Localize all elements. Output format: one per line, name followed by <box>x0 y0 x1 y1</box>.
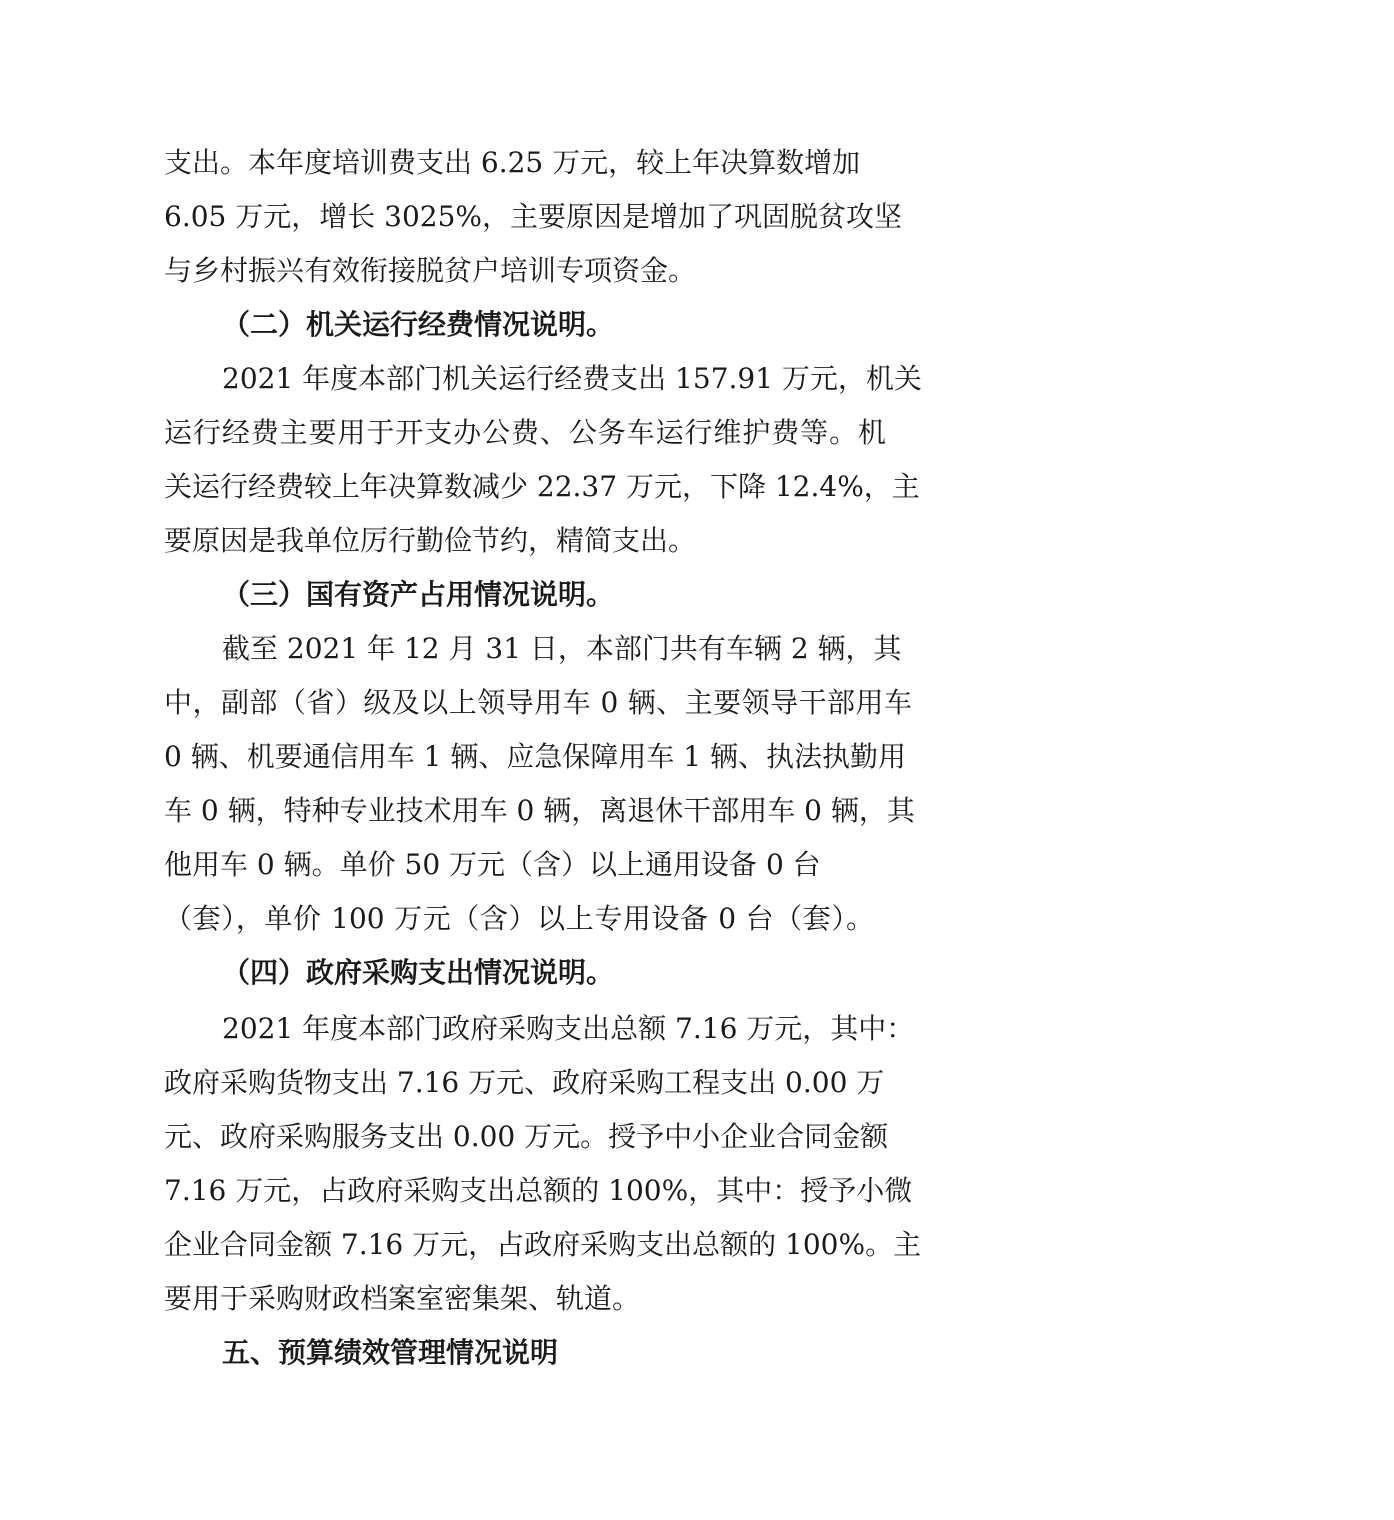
section-heading-4: （四）政府采购支出情况说明。 <box>222 956 615 989</box>
paragraph-line: 与乡村振兴有效衔接脱贫户培训专项资金。 <box>164 254 697 287</box>
paragraph-line: 元、政府采购服务支出 0.00 万元。授予中小企业合同金额 <box>164 1120 889 1153</box>
section-heading-3: （三）国有资产占用情况说明。 <box>222 578 615 611</box>
paragraph-line: 车 0 辆，特种专业技术用车 0 辆，离退休干部用车 0 辆，其 <box>164 794 915 827</box>
paragraph-line: 企业合同金额 7.16 万元，占政府采购支出总额的 100%。主 <box>164 1228 922 1261</box>
paragraph-line: 政府采购货物支出 7.16 万元、政府采购工程支出 0.00 万 <box>164 1066 885 1099</box>
paragraph-line: 2021 年度本部门机关运行经费支出 157.91 万元，机关 <box>222 362 922 395</box>
paragraph-line: 2021 年度本部门政府采购支出总额 7.16 万元，其中： <box>222 1012 915 1045</box>
paragraph-line: （套），单价 100 万元（含）以上专用设备 0 台（套）。 <box>164 902 874 935</box>
paragraph-line: 7.16 万元，占政府采购支出总额的 100%，其中：授予小微 <box>164 1174 913 1207</box>
paragraph-line: 关运行经费较上年决算数减少 22.37 万元，下降 12.4%，主 <box>164 470 920 503</box>
paragraph-line: 中，副部（省）级及以上领导用车 0 辆、主要领导干部用车 <box>164 686 912 719</box>
section-heading-5: 五、预算绩效管理情况说明 <box>222 1336 559 1369</box>
paragraph-line: 6.05 万元，增长 3025%，主要原因是增加了巩固脱贫攻坚 <box>164 200 903 233</box>
paragraph-line: 运行经费主要用于开支办公费、公务车运行维护费等。机 <box>164 416 886 449</box>
paragraph-line: 他用车 0 辆。单价 50 万元（含）以上通用设备 0 台 <box>164 848 821 881</box>
section-heading-2: （二）机关运行经费情况说明。 <box>222 308 615 341</box>
paragraph-line: 0 辆、机要通信用车 1 辆、应急保障用车 1 辆、执法执勤用 <box>164 740 906 773</box>
paragraph-line: 要用于采购财政档案室密集架、轨道。 <box>164 1282 641 1315</box>
paragraph-line: 截至 2021 年 12 月 31 日，本部门共有车辆 2 辆，其 <box>222 632 902 665</box>
paragraph-line: 支出。本年度培训费支出 6.25 万元，较上年决算数增加 <box>164 146 861 179</box>
paragraph-line: 要原因是我单位厉行勤俭节约，精简支出。 <box>164 524 697 557</box>
